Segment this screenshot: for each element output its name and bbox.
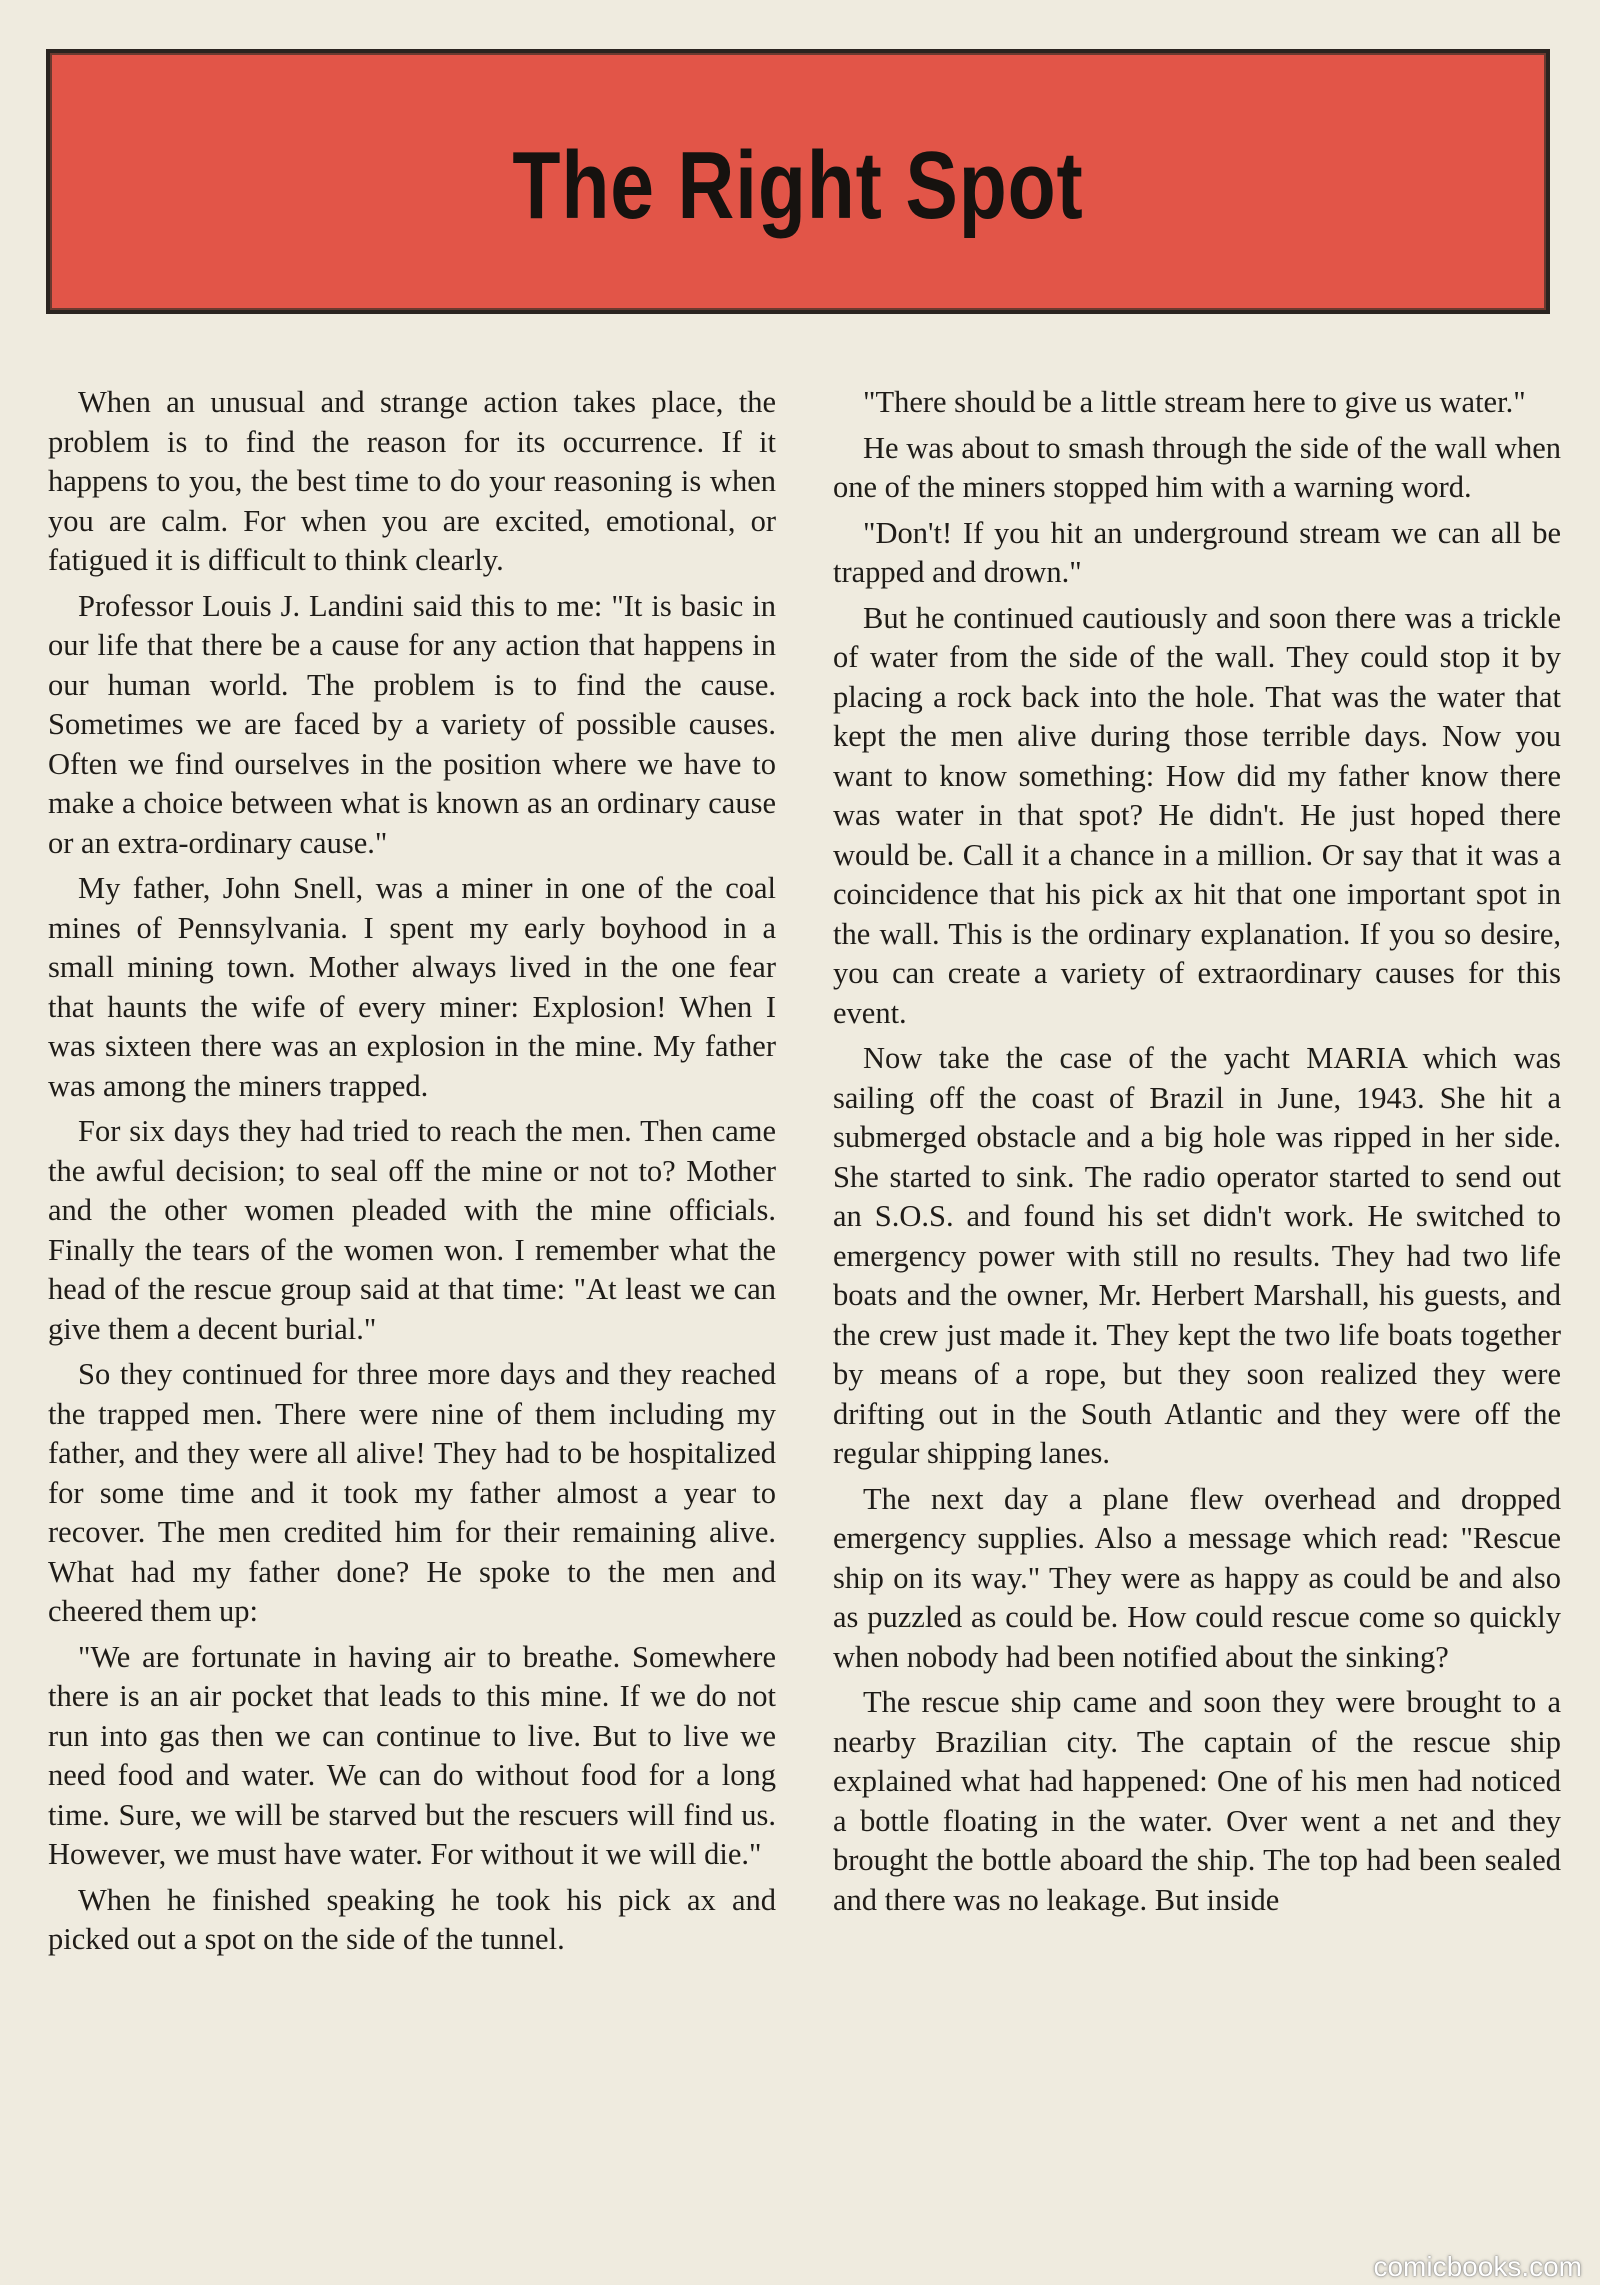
paragraph: For six days they had tried to reach the men. Then came the awful decision; to seal off the mine or not to? Mother and the other women pleaded with the mine officials. Finally the tears of the women won. I remember what the head of the rescue group said at that time: "At least we can give them a decent burial." [48,1114,776,1346]
title-banner [46,49,1550,314]
paragraph: When he finished speaking he took his pick ax and picked out a spot on the side of the tunnel. [48,1882,776,1956]
paragraph: "There should be a little stream here to give us water." [863,385,1526,419]
paragraph: "We are fortunate in having air to breathe. Somewhere there is an air pocket that leads to this mine. If we do not run into gas then we can continue to live. But to live we need food and water. We can do without food for a long time. Sure, we will be starved but the rescuers will find us. However, we must have water. For without it we will die." [48,1639,776,1871]
page-title: The Right Spot [512,132,1084,239]
paragraph: He was about to smash through the side of the wall when one of the miners stopped him with a warning word. [833,430,1561,504]
paragraph: When an unusual and strange action takes place, the problem is to find the reason for its occurrence. If it happens to you, the best time to do your reasoning is when you are calm. For when you are excited, emotional, or fatigued it is difficult to think clearly. [48,385,776,577]
paragraph: Now take the case of the yacht MARIA which was sailing off the coast of Brazil in June, 1943. She hit a submerged obstacle and a big hole was ripped in her side. She started to sink. The radio operator started to send out an S.O.S. and found his set didn't work. He switched to emergency power with still no results. They had two life boats and the owner, Mr. Herbert Marshall, his guests, and the crew just made it. They kept the two life boats together by means of a rope, but they soon realized they were drifting out in the South Atlantic and they were off the regular shipping lanes. [833,1041,1561,1470]
paragraph: But he continued cautiously and soon there was a trickle of water from the side of the wall. They could stop it by placing a rock back into the hole. That was the water that kept the men alive during those terrible days. Now you want to know something: How did my father know there was water in that spot? He didn't. He just hoped there would be. Call it a chance in a million. Or say that it was a coincidence that his pick ax hit that one important spot in the wall. This is the ordinary explanation. If you so desire, you can create a variety of extraordinary causes for this event. [833,600,1561,1030]
paragraph: "Don't! If you hit an underground stream we can all be trapped and drown." [833,515,1561,589]
paragraph: Professor Louis J. Landini said this to me: "It is basic in our life that there be a cause for any action that happens in our human world. The problem is to find the cause. Sometimes we are faced by a variety of possible causes. Often we find ourselves in the position where we have to make a choice between what is known as an ordinary cause or an extra-ordinary cause." [48,588,776,860]
paragraph: The next day a plane flew overhead and dropped emergency supplies. Also a message which read: "Rescue ship on its way." They were as happy as could be and also as puzzled as could be. How could rescue come so quickly when nobody had been notified about the sinking? [833,1481,1561,1674]
paragraph: My father, John Snell, was a miner in one of the coal mines of Pennsylvania. I spent my early boyhood in a small mining town. Mother always lived in the one fear that haunts the wife of every miner: Explosion! When I was sixteen there was an explosion in the mine. My father was among the miners trapped. [48,871,776,1103]
site-watermark: comicbooks.com [1373,2251,1582,2282]
right-column [833,383,1561,2263]
left-column [48,383,776,2263]
paragraph: So they continued for three more days and they reached the trapped men. There were nine of them including my father, and they were all alive! They had to be hospitalized for some time and it took my father almost a year to recover. The men credited him for their remaining alive. What had my father done? He spoke to the men and cheered them up: [48,1357,776,1628]
paragraph: The rescue ship came and soon they were brought to a nearby Brazilian city. The captain of the rescue ship explained what had happened: One of his men had noticed a bottle floating in the water. Over went a net and they brought the bottle aboard the ship. The top had been sealed and there was no leakage. But inside [833,1685,1561,1917]
